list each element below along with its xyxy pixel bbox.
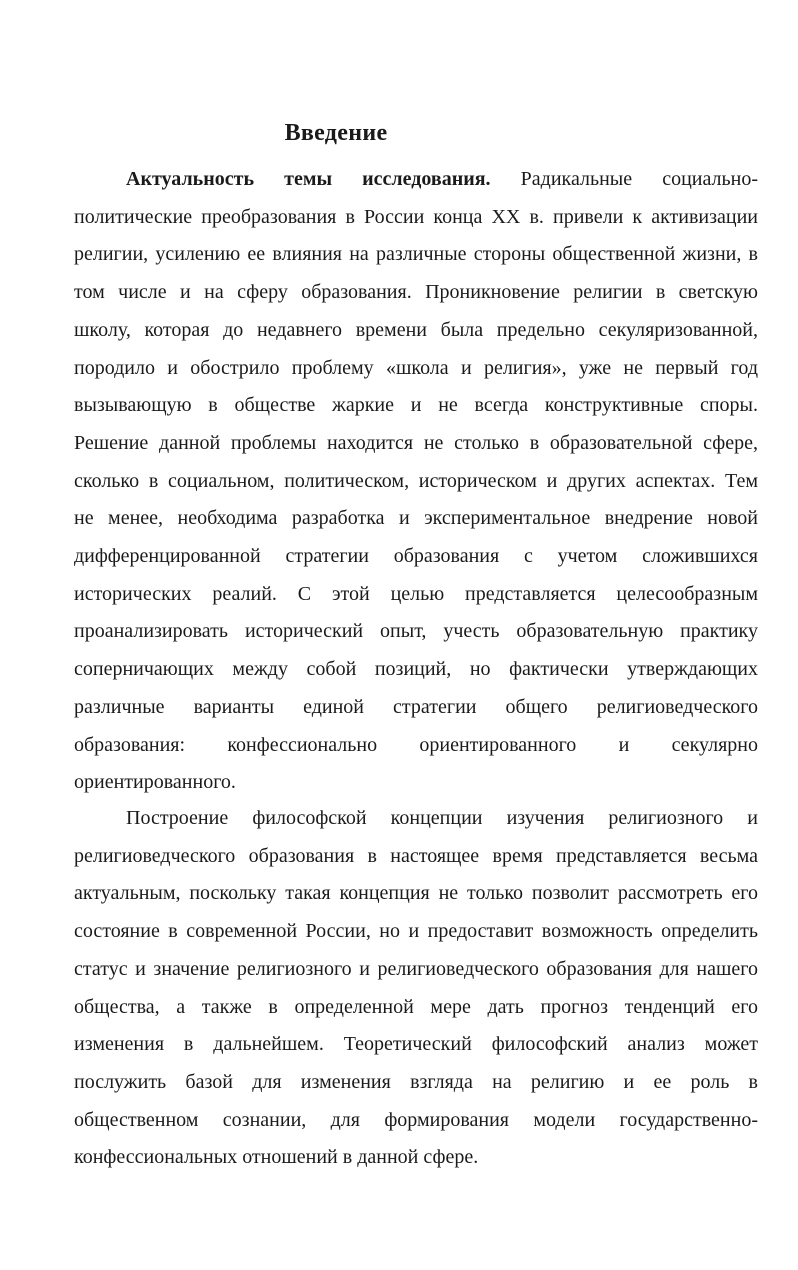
paragraph-line: религии, усилению ее влияния на различные стороны общественной жизни, в [74,243,758,266]
paragraph-line [74,161,758,199]
paragraph-line: политические преобразования в России конца XX в. привели к активизации [74,205,758,228]
paragraph-relevance [74,161,758,802]
paragraph-line: общества, а также в определенной мере дать прогноз тенденций его [74,995,758,1018]
page-title: Введение [284,120,388,146]
paragraph-line: образования: конфессионально ориентированного и секулярно [74,733,758,756]
paragraph-line: сколько в социальном, политическом, историческом и других аспектах. Тем [74,469,758,492]
paragraph-line: вызывающую в обществе жаркие и не всегда конструктивные споры. [74,394,758,417]
paragraph-line: дифференцированной стратегии образования с учетом сложившихся [74,545,758,568]
paragraph-line: школу, которая до недавнего времени была предельно секуляризованной, [74,318,758,341]
paragraph-line: религиоведческого образования в настоящее время представляется весьма [74,844,758,867]
paragraph-line: ориентированного. [74,771,236,794]
paragraph-line: общественном сознании, для формирования модели государственно- [74,1108,758,1131]
paragraph-line: проанализировать исторический опыт, учесть образовательную практику [74,620,758,643]
paragraph-line: изменения в дальнейшем. Теоретический философский анализ может [74,1033,758,1056]
paragraph-line: актуальным, поскольку такая концепция не только позволит рассмотреть его [74,882,758,905]
paragraph-line: том числе и на сферу образования. Проникновение религии в светскую [74,281,758,304]
paragraph-line: Решение данной проблемы находится не столько в образовательной сфере, [74,431,758,454]
paragraph-line: послужить базой для изменения взгляда на религию и ее роль в [74,1070,758,1093]
lead-phrase: Актуальность темы исследования. [126,168,491,190]
paragraph-concept [74,800,758,1177]
paragraph-line: различные варианты единой стратегии общего религиоведческого [74,695,758,718]
line-text: Радикальные социально- [520,168,759,190]
paragraph-line: Построение философской концепции изучения религиозного и [126,807,758,829]
paragraph-line: соперничающих между собой позиций, но фактически утверждающих [74,658,758,681]
paragraph-line: исторических реалий. С этой целью представляется целесообразным [74,582,758,605]
paragraph-line: конфессиональных отношений в данной сфере. [74,1146,479,1169]
paragraph-line: породило и обострило проблему «школа и религия», уже не первый год [74,356,758,379]
paragraph-line: состояние в современной России, но и предоставит возможность определить [74,920,758,943]
paragraph-line: не менее, необходима разработка и экспериментальное внедрение новой [74,507,758,530]
paragraph-line: статус и значение религиозного и религиоведческого образования для нашего [74,957,758,980]
